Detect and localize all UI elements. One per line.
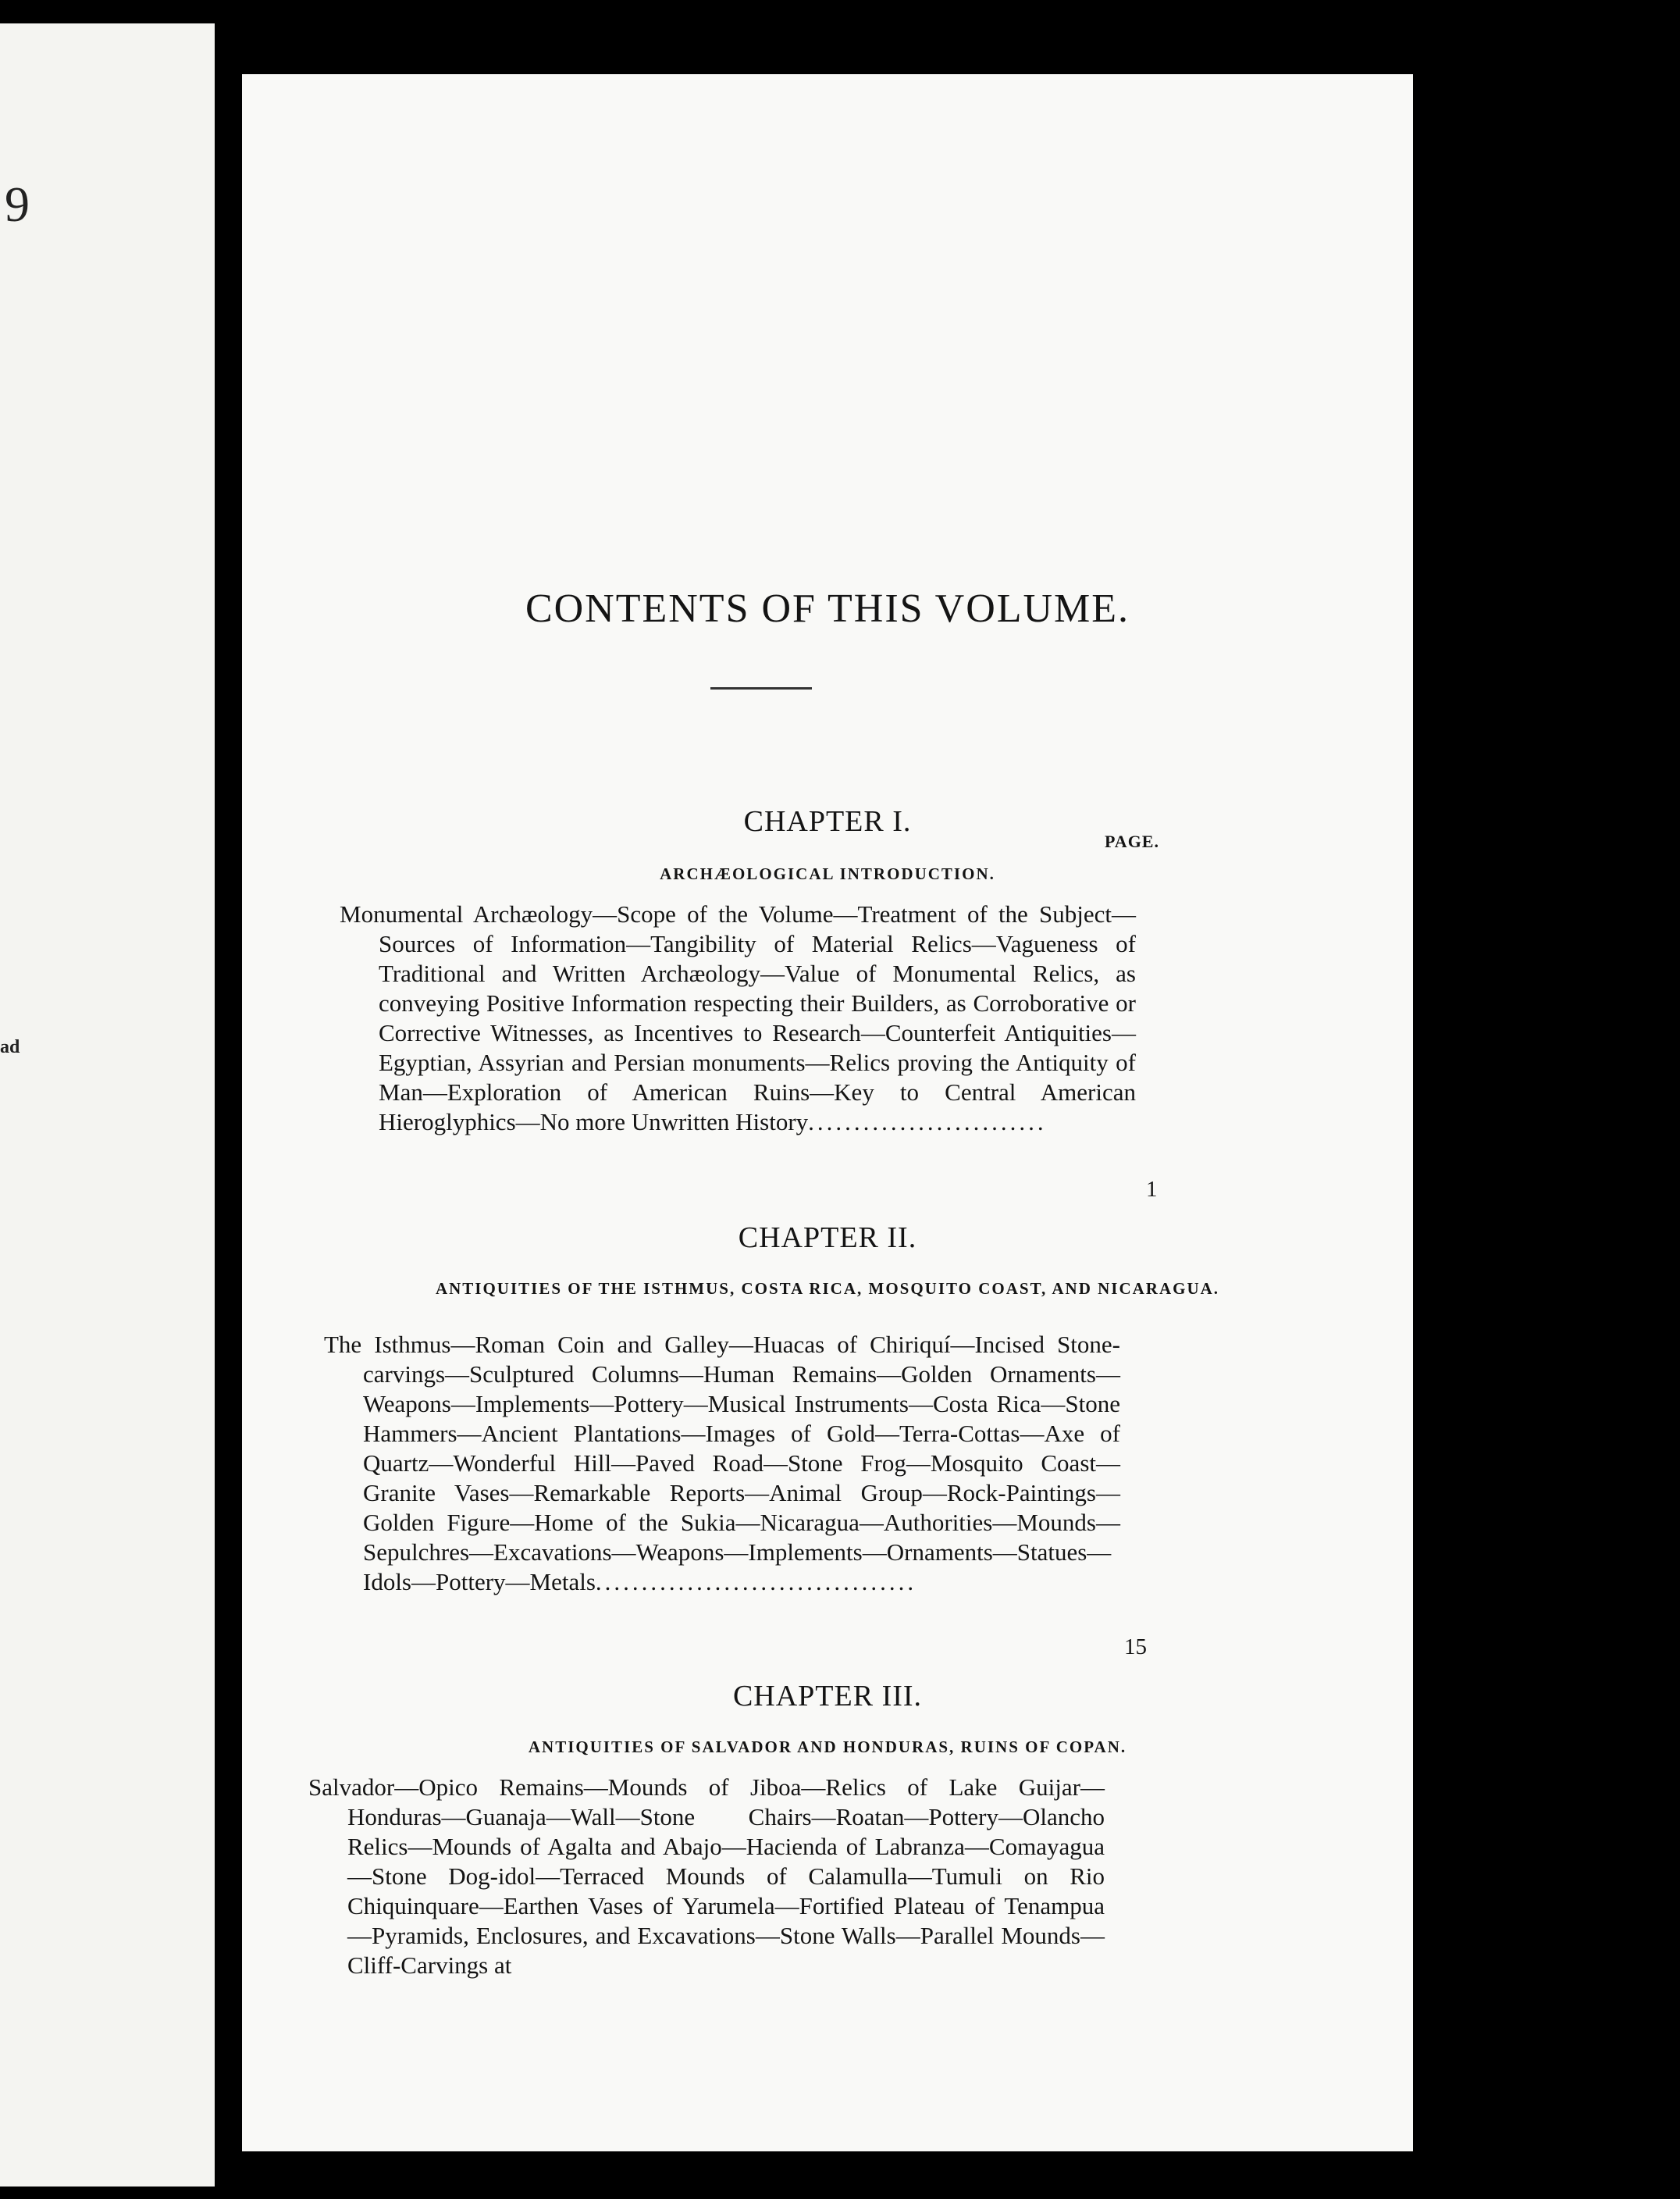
- chapter-3-summary: [308, 1773, 1105, 1980]
- facing-page-number-fragment: 9: [5, 176, 30, 232]
- title-rule: [710, 687, 812, 690]
- contents-page: [242, 74, 1413, 2151]
- chapter-1-summary-text: Monumental Archæology—Scope of the Volume—Treatment of the Subject—Sources of Information—Tangibility of Material Relics—Vagueness of Traditional and Written Archæology—Value of Monumental Relics, as conveying Positive Information respecting their Builders, as Corroborative or Corrective Witnesses, as Incentives to Research—Counterfeit Antiquities—Egyptian, Assyrian and Persian monuments—Relics proving the Antiquity of Man—Exploration of American Ruins—Key to Central American Hieroglyphics—No more Unwritten History: [340, 900, 1136, 1135]
- chapter-2-page-number: 15: [1124, 1634, 1147, 1659]
- chapter-1-heading: CHAPTER I.: [743, 805, 912, 838]
- chapter-1-summary: [340, 900, 1136, 1137]
- facing-page-edge: [0, 23, 215, 2187]
- chapter-3-summary-text: Salvador—Opico Remains—Mounds of Jiboa—Relics of Lake Guijar—Honduras—Guanaja—Wall—Stone Chairs—Roatan—Pottery—Olancho Relics—Mounds of Agalta and Abajo—Hacienda of Labranza—Comayagua—Stone Dog-idol—Terraced Mounds of Calamulla—Tumuli on Rio Chiquinquare—Earthen Vases of Yarumela—Fortified Plateau of Tenampua—Pyramids, Enclosures, and Excavations—Stone Walls—Parallel Mounds—Cliff-Carvings at: [308, 1773, 1105, 1979]
- book-gutter: [215, 0, 242, 2199]
- chapter-1-leader-dots: ..........................: [808, 1108, 1047, 1135]
- facing-page-text-fragment: ad: [0, 1037, 20, 1057]
- chapter-2-subtitle: ANTIQUITIES OF THE ISTHMUS, COSTA RICA, MOSQUITO COAST, AND NICARAGUA.: [435, 1279, 1220, 1298]
- chapter-2-leader-dots: ...................................: [595, 1568, 917, 1595]
- chapter-3-heading: CHAPTER III.: [732, 1680, 923, 1713]
- chapter-2-heading: CHAPTER II.: [738, 1221, 917, 1254]
- chapter-1-subtitle: ARCHÆOLOGICAL INTRODUCTION.: [660, 864, 995, 883]
- page-column-label: PAGE.: [1105, 832, 1159, 851]
- chapter-1-page-number: 1: [1146, 1177, 1158, 1202]
- chapter-2-summary: [324, 1330, 1120, 1597]
- chapter-3-subtitle: ANTIQUITIES OF SALVADOR AND HONDURAS, RUINS OF COPAN.: [528, 1737, 1127, 1756]
- page-title: CONTENTS OF THIS VOLUME.: [525, 586, 1130, 631]
- chapter-2-summary-text: The Isthmus—Roman Coin and Galley—Huacas of Chiriquí—Incised Stone-carvings—Sculptured Columns—Human Remains—Golden Ornaments—Weapons—Implements—Pottery—Musical Instruments—Costa Rica—Stone Hammers—Ancient Plantations—Images of Gold—Terra-Cottas—Axe of Quartz—Wonderful Hill—Paved Road—Stone Frog—Mosquito Coast—Granite Vases—Remarkable Reports—Animal Group—Rock-Paintings—Golden Figure—Home of the Sukia—Nicaragua—Authorities—Mounds—Sepulchres—Excavations—Weapons—Implements—Ornaments—Statues—Idols—Pottery—Metals: [324, 1331, 1120, 1595]
